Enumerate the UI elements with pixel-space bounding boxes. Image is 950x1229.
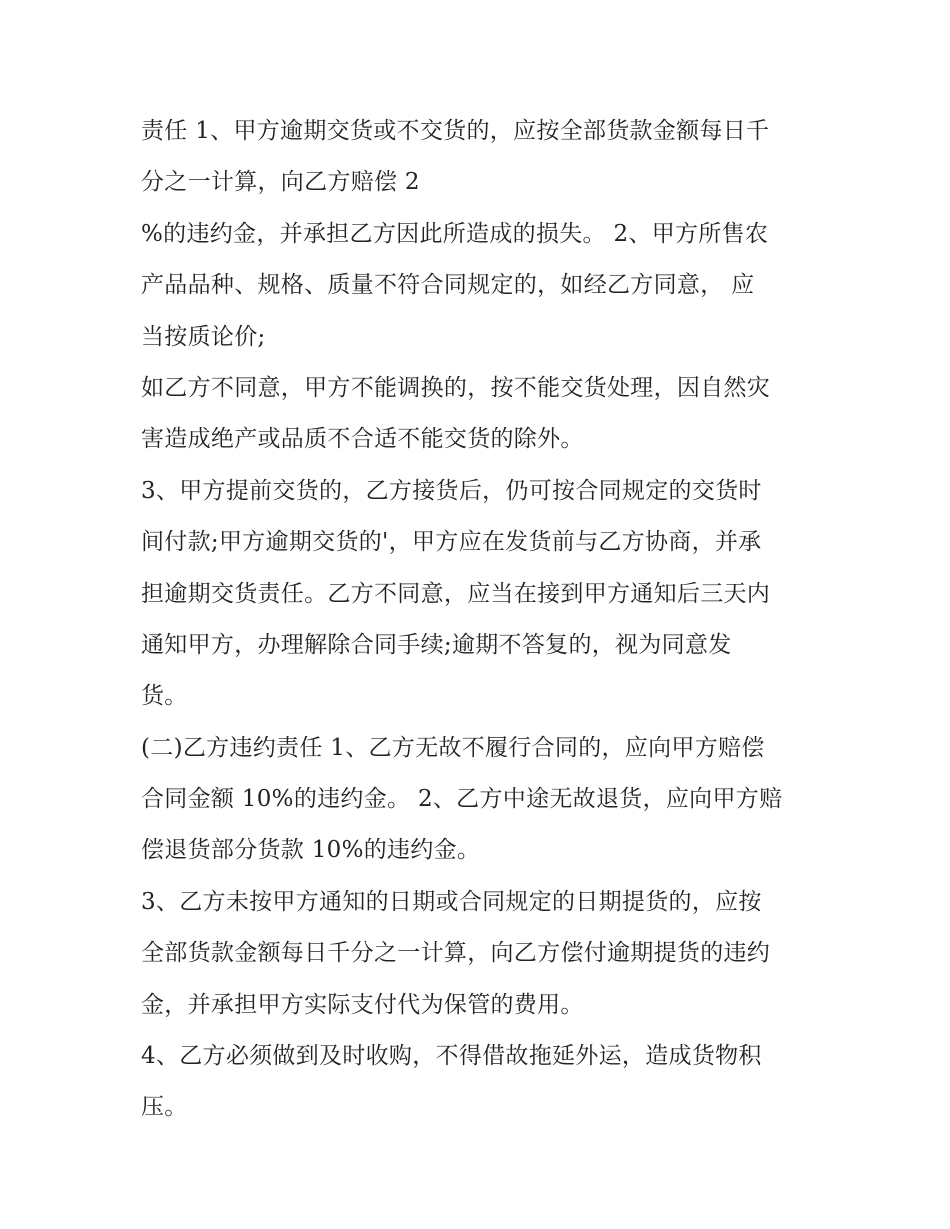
text-line: 3、乙方未按甲方通知的日期或合同规定的日期提货的，应按 xyxy=(141,888,762,915)
text-line: %的违约金，并承担乙方因此所造成的损失。 2、甲方所售农 xyxy=(141,220,769,247)
text-line: 如乙方不同意，甲方不能调换的，按不能交货处理，因自然灾 xyxy=(141,374,771,401)
text-line: 担逾期交货责任。乙方不同意，应当在接到甲方通知后三天内 xyxy=(141,580,771,607)
text-line: 分之一计算，向乙方赔偿 2 xyxy=(141,169,420,196)
text-line: 通知甲方，办理解除合同手续;逾期不答复的，视为同意发 xyxy=(141,631,732,658)
text-line: 产品品种、规格、质量不符合同规定的，如经乙方同意， 应 xyxy=(141,272,755,299)
text-line: 间付款;甲方逾期交货的'，甲方应在发货前与乙方协商，并承 xyxy=(141,529,762,556)
text-line: 当按质论价; xyxy=(141,323,266,350)
text-line: 全部货款金额每日千分之一计算，向乙方偿付逾期提货的违约 xyxy=(141,940,771,967)
text-line: 货。 xyxy=(141,683,188,710)
text-line: (二)乙方违约责任 1、乙方无故不履行合同的，应向甲方赔偿 xyxy=(141,734,765,761)
text-line: 3、甲方提前交货的，乙方接货后，仍可按合同规定的交货时 xyxy=(141,477,762,504)
text-line: 合同金额 10%的违约金。 2、乙方中途无故退货，应向甲方赔 xyxy=(141,786,783,813)
text-line: 金，并承担甲方实际支付代为保管的费用。 xyxy=(141,991,584,1018)
text-line: 压。 xyxy=(141,1094,188,1121)
text-line: 偿退货部分货款 10%的违约金。 xyxy=(141,837,481,864)
text-line: 4、乙方必须做到及时收购，不得借故拖延外运，造成货物积 xyxy=(141,1043,762,1070)
text-line: 责任 1、甲方逾期交货或不交货的，应按全部货款金额每日千 xyxy=(141,118,770,144)
contract-text xyxy=(141,106,831,1134)
text-line: 害造成绝产或品质不合适不能交货的除外。 xyxy=(141,426,584,453)
